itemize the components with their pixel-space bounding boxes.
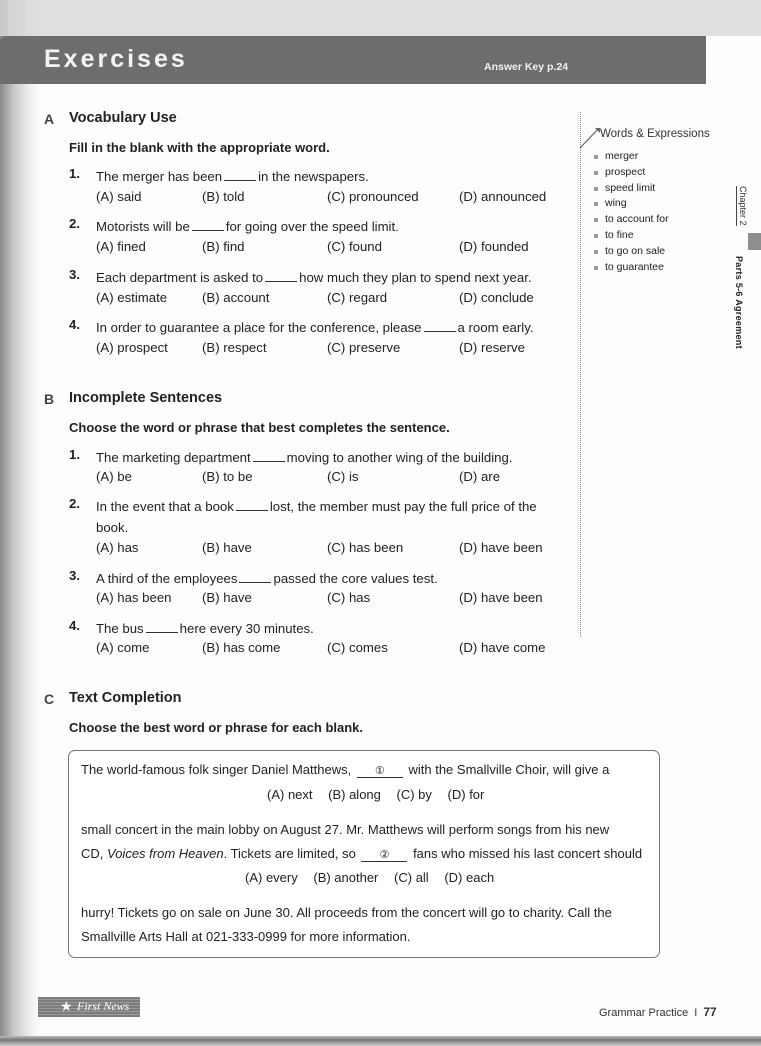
section-a-instruction: Fill in the blank with the appropriate word.	[69, 140, 330, 155]
answer-blank[interactable]	[236, 500, 268, 511]
bullet-icon	[594, 155, 598, 159]
answer-options	[96, 340, 576, 358]
vocab-item: to account for	[594, 212, 669, 228]
question-number: 2.	[69, 216, 80, 231]
option-d[interactable]: (D) have come	[459, 640, 546, 655]
words-expressions-title: Words & Expressions	[600, 128, 710, 140]
answer-options	[96, 640, 576, 658]
answer-options	[96, 239, 576, 257]
chapter-tab-label: Chapter 2	[738, 186, 748, 226]
option-d[interactable]: (D) founded	[459, 239, 529, 254]
blank-1-option-d[interactable]: (D) for	[447, 787, 485, 802]
passage-line-2: small concert in the main lobby on August 27. Mr. Matthews will perform songs from his new	[81, 822, 610, 837]
page-title: Exercises	[44, 45, 188, 73]
star-icon: ★	[60, 998, 73, 1014]
option-c[interactable]: (C) found	[327, 239, 382, 254]
passage-blank-2[interactable]: ②	[361, 849, 407, 862]
option-a[interactable]: (A) said	[96, 189, 142, 204]
vocab-item: speed limit	[594, 181, 669, 197]
bullet-icon	[594, 266, 598, 270]
vocab-item: to guarantee	[594, 260, 669, 276]
answer-options	[96, 189, 576, 207]
book-title: Grammar Practice	[599, 1007, 689, 1019]
question-number: 3.	[69, 267, 80, 282]
section-b-instruction: Choose the word or phrase that best completes the sentence.	[69, 420, 450, 435]
footer-separator: I	[694, 1007, 698, 1019]
option-c[interactable]: (C) is	[327, 469, 359, 484]
blank-2-option-d[interactable]: (D) each	[444, 870, 495, 885]
parts-tab-label: Parts 5-6 Agreement	[734, 256, 744, 349]
question-stem: In the event that a book lost, the member must pay the full price of the book.	[96, 499, 537, 535]
blank-1-options	[267, 787, 496, 802]
question-number: 2.	[69, 496, 80, 511]
option-c[interactable]: (C) comes	[327, 640, 388, 655]
blank-2-option-a[interactable]: (A) every	[245, 870, 298, 885]
question-stem: The marketing department moving to another wing of the building.	[96, 450, 513, 465]
question-stem: In order to guarantee a place for the conference, please a room early.	[96, 320, 534, 335]
option-b[interactable]: (B) told	[202, 189, 245, 204]
bullet-icon	[594, 218, 598, 222]
section-c-letter: C	[44, 691, 55, 707]
section-a-letter: A	[44, 111, 55, 127]
vocab-item: to go on sale	[594, 244, 669, 260]
words-expressions-list	[594, 149, 669, 275]
option-c[interactable]: (C) preserve	[327, 340, 401, 355]
option-c[interactable]: (C) regard	[327, 290, 388, 305]
question-stem: Motorists will be for going over the speed limit.	[96, 219, 399, 234]
answer-blank[interactable]	[224, 170, 256, 181]
answer-key-reference: Answer Key p.24	[484, 61, 569, 73]
question-stem: Each department is asked to how much they plan to spend next year.	[96, 270, 532, 285]
vocab-item: to fine	[594, 228, 669, 244]
section-c-instruction: Choose the best word or phrase for each blank.	[69, 720, 364, 735]
option-a[interactable]: (A) fined	[96, 239, 146, 254]
blank-1-option-b[interactable]: (B) along	[328, 787, 381, 802]
question-number: 1.	[69, 166, 80, 181]
section-b-letter: B	[44, 391, 55, 407]
corner-slash-icon	[580, 126, 600, 148]
publisher-logo: ★ First News	[38, 997, 140, 1017]
option-d[interactable]: (D) reserve	[459, 340, 525, 355]
bullet-icon	[594, 171, 598, 175]
blank-1-option-c[interactable]: (C) by	[396, 787, 432, 802]
chapter-tab-marker	[748, 233, 761, 250]
option-a[interactable]: (A) be	[96, 469, 132, 484]
answer-options	[96, 540, 576, 558]
section-a-title: Vocabulary Use	[69, 110, 177, 126]
option-d[interactable]: (D) are	[459, 469, 501, 484]
option-a[interactable]: (A) has	[96, 540, 139, 555]
answer-blank[interactable]	[192, 220, 224, 231]
passage-line-4: hurry! Tickets go on sale on June 30. All proceeds from the concert will go to charity. Call the	[81, 905, 612, 920]
passage-line-3: CD, Voices from Heaven. Tickets are limited, so ② fans who missed his last concert should	[81, 846, 643, 861]
bullet-icon	[594, 202, 598, 206]
bullet-icon	[594, 234, 598, 238]
section-b-title: Incomplete Sentences	[69, 390, 223, 406]
question-number: 3.	[69, 568, 80, 583]
answer-blank[interactable]	[146, 622, 178, 633]
option-a[interactable]: (A) come	[96, 640, 150, 655]
option-c[interactable]: (C) has	[327, 590, 371, 605]
option-b[interactable]: (B) has come	[202, 640, 281, 655]
question-number: 4.	[69, 618, 80, 633]
answer-blank[interactable]	[239, 572, 271, 583]
passage-line-5: Smallville Arts Hall at 021-333-0999 for more information.	[81, 929, 411, 944]
question-stem: A third of the employees passed the core values test.	[96, 571, 438, 586]
option-d[interactable]: (D) conclude	[459, 290, 534, 305]
blank-1-option-a[interactable]: (A) next	[267, 787, 313, 802]
vocab-item: prospect	[594, 165, 669, 181]
section-c-title: Text Completion	[69, 690, 182, 706]
option-b[interactable]: (B) find	[202, 239, 245, 254]
option-a[interactable]: (A) estimate	[96, 290, 168, 305]
answer-blank[interactable]	[265, 271, 297, 282]
option-d[interactable]: (D) have been	[459, 590, 543, 605]
answer-options	[96, 590, 576, 608]
option-c[interactable]: (C) has been	[327, 540, 404, 555]
blank-2-option-b[interactable]: (B) another	[313, 870, 379, 885]
option-b[interactable]: (B) have	[202, 590, 252, 605]
question-stem: The bus here every 30 minutes.	[96, 621, 314, 636]
bullet-icon	[594, 250, 598, 254]
page-footer	[599, 1005, 717, 1019]
blank-2-options	[245, 870, 506, 885]
answer-options	[96, 290, 576, 308]
question-number: 4.	[69, 317, 80, 332]
vocab-item: wing	[594, 196, 669, 212]
book-spine-shadow	[0, 0, 40, 1046]
option-d[interactable]: (D) have been	[459, 540, 543, 555]
header-grid-pattern-lines	[0, 0, 761, 36]
text-completion-passage-box	[68, 750, 660, 958]
bullet-icon	[594, 187, 598, 191]
option-b[interactable]: (B) respect	[202, 340, 267, 355]
answer-blank[interactable]	[253, 451, 285, 462]
answer-blank[interactable]	[424, 321, 456, 332]
option-c[interactable]: (C) pronounced	[327, 189, 419, 204]
blank-2-option-c[interactable]: (C) all	[394, 870, 429, 885]
question-stem: The merger has been in the newspapers.	[96, 169, 369, 184]
page-number: 77	[703, 1005, 717, 1019]
option-a[interactable]: (A) has been	[96, 590, 172, 605]
vocab-item: merger	[594, 149, 669, 165]
option-b[interactable]: (B) to be	[202, 469, 253, 484]
passage-line-1: The world-famous folk singer Daniel Matthews, ① with the Smallville Choir, will give a	[81, 762, 610, 777]
option-b[interactable]: (B) account	[202, 290, 270, 305]
passage-blank-1[interactable]: ①	[357, 765, 403, 778]
question-number: 1.	[69, 447, 80, 462]
option-a[interactable]: (A) prospect	[96, 340, 168, 355]
answer-options	[96, 469, 576, 487]
sidebar-divider	[580, 112, 581, 637]
option-d[interactable]: (D) announced	[459, 189, 547, 204]
option-b[interactable]: (B) have	[202, 540, 252, 555]
page-bottom-edge	[0, 1036, 761, 1046]
